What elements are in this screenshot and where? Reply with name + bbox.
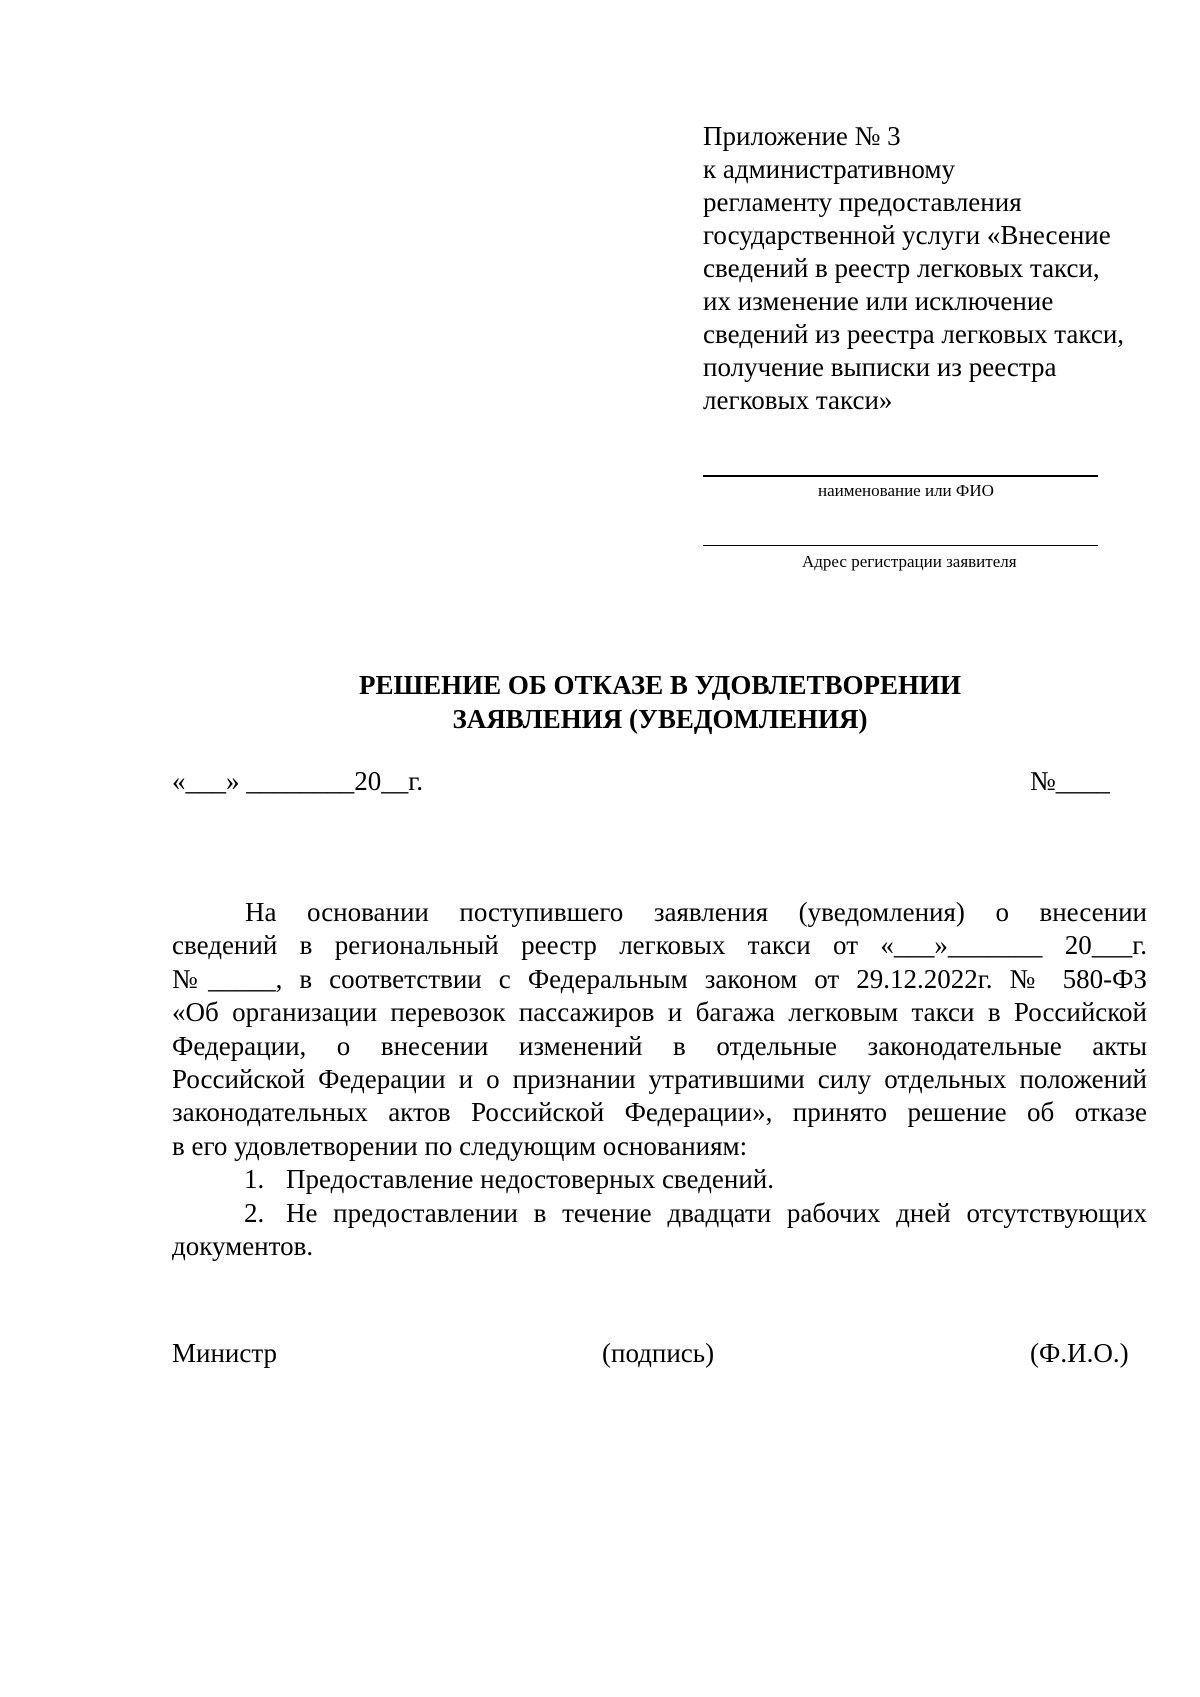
ground-number: 1.: [244, 1164, 265, 1194]
body-line: законодательных актов Российской Федерации», принято решение об отказе: [172, 1097, 1147, 1128]
appendix-line: регламенту предоставления: [703, 187, 1022, 217]
signature-position: Министр: [172, 1338, 277, 1368]
appendix-line: Приложение № 3: [703, 121, 901, 151]
body-line: «Об организации перевозок пассажиров и багажа легковым такси в Российской: [172, 997, 1147, 1028]
number-field: №____: [1030, 766, 1110, 796]
body-line: На основании поступившего заявления (уведомления) о внесении: [245, 897, 1147, 927]
body-line: №_____, в соответствии с Федеральным законом от 29.12.2022г. № 580-ФЗ: [172, 963, 1147, 994]
body-line: сведений в региональный реестр легковых такси от «___»_______ 20___г.: [172, 930, 1147, 961]
date-field: «___» ________20__г.: [172, 766, 424, 796]
body-line: Федерации, о внесении изменений в отдельные законодательные акты: [172, 1030, 1147, 1061]
document-title: [0, 668, 1200, 736]
body-line: в его удовлетворении по следующим основаниям:: [172, 1130, 748, 1161]
body-line: Российской Федерации и о признании утратившими силу отдельных положений: [172, 1064, 1147, 1095]
appendix-line: государственной услуги «Внесение: [703, 220, 1111, 250]
ground-text: Предоставление недостоверных сведений.: [286, 1164, 774, 1194]
ground-item-2: [172, 1197, 1147, 1264]
recipient-name-caption: наименование или ФИО: [818, 481, 994, 500]
title-line-1: РЕШЕНИЕ ОБ ОТКАЗЕ В УДОВЛЕТВОРЕНИИ: [358, 670, 961, 700]
recipient-address-caption: Адрес регистрации заявителя: [802, 552, 1017, 571]
body-paragraph: [172, 896, 1147, 1163]
appendix-line: легковых такси»: [703, 385, 893, 415]
appendix-line: сведений из реестра легковых такси,: [703, 319, 1125, 349]
ground-number: 2.: [244, 1198, 265, 1228]
recipient-name-line: [703, 475, 1098, 477]
signature-sign: (подпись): [602, 1338, 715, 1368]
appendix-line: к административному: [703, 154, 955, 184]
ground-item-1: [172, 1163, 1147, 1196]
title-line-2: ЗАЯВЛЕНИЯ (УВЕДОМЛЕНИЯ): [452, 704, 868, 734]
appendix-line: сведений в реестр легковых такси,: [703, 253, 1100, 283]
recipient-address-line: [703, 545, 1098, 546]
appendix-header: [703, 120, 1173, 417]
appendix-line: получение выписки из реестра: [703, 352, 1057, 382]
appendix-line: их изменение или исключение: [703, 286, 1054, 316]
signature-fio: (Ф.И.О.): [1030, 1338, 1129, 1368]
ground-text-continuation: документов.: [172, 1231, 314, 1262]
ground-text: Не предоставлении в течение двадцати рабочих дней отсутствующих: [286, 1198, 1147, 1228]
